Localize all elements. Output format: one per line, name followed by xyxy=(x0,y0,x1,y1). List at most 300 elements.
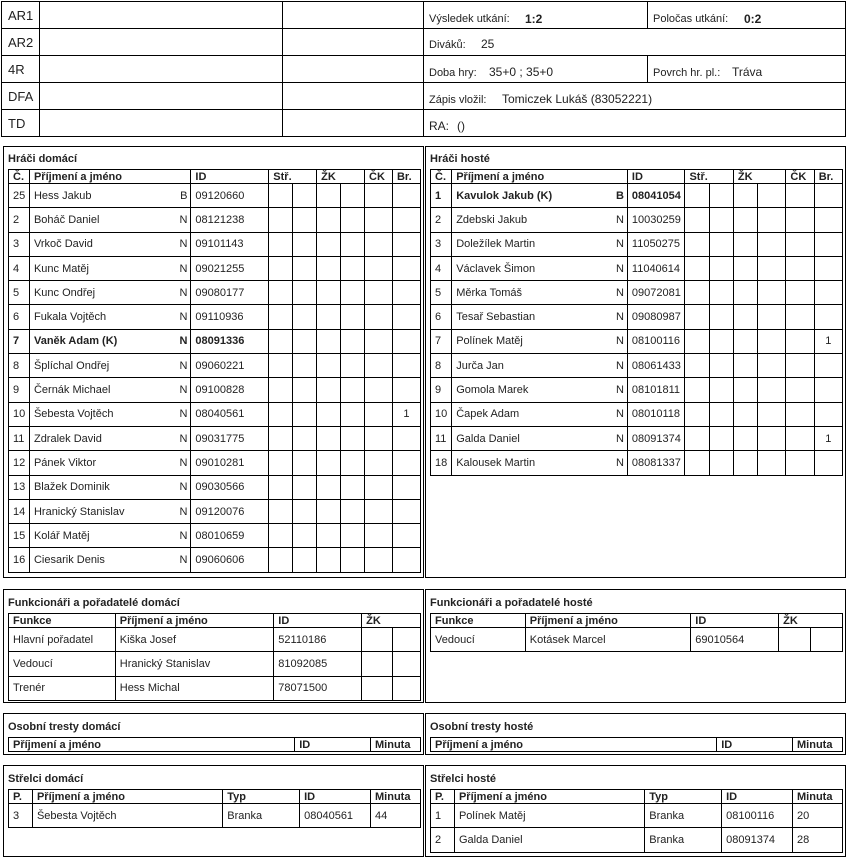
player-stat-cell xyxy=(269,426,293,450)
player-goals: 1 xyxy=(392,402,420,426)
player-position: N xyxy=(615,286,624,299)
home-officials-title: Funkcionáři a pořadatelé domácí xyxy=(8,597,180,609)
player-position: N xyxy=(179,432,188,445)
player-number: 2 xyxy=(431,208,452,232)
home-players-panel xyxy=(3,146,424,578)
result-label: Výsledek utkání: xyxy=(429,13,510,25)
player-stat-cell xyxy=(733,354,757,378)
player-goals xyxy=(392,329,420,353)
player-stat-cell xyxy=(341,548,365,572)
player-stat-cell xyxy=(365,548,393,572)
player-name: Kavulok Jakub (K) xyxy=(456,189,553,202)
scorer-id: 08040561 xyxy=(300,804,371,828)
player-name: Kolář Matěj xyxy=(33,529,90,542)
col-name: Příjmení a jméno xyxy=(452,170,628,184)
col-goals: Br. xyxy=(392,170,420,184)
player-number: 7 xyxy=(9,329,30,353)
player-position: N xyxy=(179,408,188,421)
player-stat-cell xyxy=(786,184,814,208)
home-players-table xyxy=(8,169,421,573)
player-goals xyxy=(814,256,842,280)
home-scorers-panel xyxy=(3,765,424,857)
col-no: Č. xyxy=(9,170,30,184)
player-row xyxy=(9,378,421,402)
away-officials-table xyxy=(430,613,843,652)
ra-value: () xyxy=(457,119,465,133)
player-stat-cell xyxy=(365,354,393,378)
player-number: 16 xyxy=(9,548,30,572)
player-name: Kalousek Martin xyxy=(456,456,536,469)
player-id: 09110936 xyxy=(191,305,269,329)
player-name: Jurča Jan xyxy=(456,359,504,372)
player-stat-cell xyxy=(758,232,786,256)
player-name: Galda Daniel xyxy=(456,432,520,445)
player-position: N xyxy=(615,432,624,445)
player-stat-cell xyxy=(733,256,757,280)
player-number: 5 xyxy=(9,281,30,305)
player-number: 13 xyxy=(9,475,30,499)
player-id: 09100828 xyxy=(191,378,269,402)
player-goals xyxy=(814,184,842,208)
player-name: Šebesta Vojtěch xyxy=(33,408,114,421)
col-shots: Stř. xyxy=(269,170,317,184)
player-name-cell xyxy=(29,426,190,450)
player-name-cell xyxy=(29,354,190,378)
player-row xyxy=(9,281,421,305)
player-number: 3 xyxy=(9,232,30,256)
official-yellow-cell xyxy=(362,652,393,676)
player-stat-cell xyxy=(341,184,365,208)
col-id: ID xyxy=(627,170,685,184)
player-stat-cell xyxy=(269,232,293,256)
player-position: N xyxy=(615,238,624,251)
official-id: 52110186 xyxy=(274,628,362,652)
player-stat-cell xyxy=(733,232,757,256)
official-name: Hess Michal xyxy=(115,676,274,700)
col-role: Funkce xyxy=(431,614,526,628)
player-number: 8 xyxy=(9,354,30,378)
player-stat-cell xyxy=(758,378,786,402)
player-stat-cell xyxy=(365,184,393,208)
player-name: Blažek Dominik xyxy=(33,481,110,494)
player-row xyxy=(431,354,843,378)
player-id: 09060221 xyxy=(191,354,269,378)
scorer-row xyxy=(431,804,843,828)
player-name-cell xyxy=(452,305,628,329)
player-number: 11 xyxy=(9,426,30,450)
ra-label: RA: xyxy=(429,119,450,133)
player-stat-cell xyxy=(758,281,786,305)
player-goals xyxy=(392,475,420,499)
player-number: 6 xyxy=(9,305,30,329)
player-id: 08121238 xyxy=(191,208,269,232)
player-stat-cell xyxy=(685,451,709,475)
player-goals xyxy=(392,281,420,305)
fourth-referee-label: 4R xyxy=(8,62,25,77)
player-goals: 1 xyxy=(814,426,842,450)
player-stat-cell xyxy=(269,208,293,232)
player-stat-cell xyxy=(341,305,365,329)
player-stat-cell xyxy=(269,256,293,280)
official-yellow-cell xyxy=(362,628,393,652)
scorer-type: Branka xyxy=(223,804,300,828)
player-stat-cell xyxy=(317,354,341,378)
player-stat-cell xyxy=(293,426,317,450)
home-scorers-title: Střelci domácí xyxy=(8,773,84,785)
player-row xyxy=(9,402,421,426)
col-minute: Minuta xyxy=(793,738,843,752)
official-yellow-cell xyxy=(811,628,843,652)
player-row xyxy=(9,184,421,208)
col-goals: Br. xyxy=(814,170,842,184)
player-stat-cell xyxy=(365,451,393,475)
player-stat-cell xyxy=(365,475,393,499)
player-number: 2 xyxy=(9,208,30,232)
col-order: P. xyxy=(9,790,33,804)
surface-label: Povrch hr. pl.: xyxy=(653,67,721,79)
player-stat-cell xyxy=(685,256,709,280)
col-red: ČK xyxy=(786,170,814,184)
player-name-cell xyxy=(29,378,190,402)
player-id: 09030566 xyxy=(191,475,269,499)
col-id: ID xyxy=(274,614,362,628)
player-id: 09031775 xyxy=(191,426,269,450)
player-name: Zdralek David xyxy=(33,432,102,445)
home-penalties-title: Osobní tresty domácí xyxy=(8,721,121,733)
away-scorers-panel xyxy=(425,765,846,857)
player-stat-cell xyxy=(317,378,341,402)
player-goals xyxy=(392,451,420,475)
col-minute: Minuta xyxy=(793,790,843,804)
player-stat-cell xyxy=(685,232,709,256)
player-stat-cell xyxy=(293,281,317,305)
player-stat-cell xyxy=(293,402,317,426)
player-stat-cell xyxy=(685,329,709,353)
player-row xyxy=(9,475,421,499)
player-stat-cell xyxy=(709,451,733,475)
scorer-name: Šebesta Vojtěch xyxy=(32,804,222,828)
col-type: Typ xyxy=(645,790,722,804)
dfa-label: DFA xyxy=(8,89,34,104)
scorer-minute: 28 xyxy=(793,828,843,852)
player-position: N xyxy=(615,359,624,372)
col-type: Typ xyxy=(223,790,300,804)
player-id: 08040561 xyxy=(191,402,269,426)
player-stat-cell xyxy=(293,548,317,572)
player-position: N xyxy=(615,335,624,348)
player-name-cell xyxy=(29,524,190,548)
official-name: Kiška Josef xyxy=(115,628,274,652)
player-stat-cell xyxy=(786,329,814,353)
player-stat-cell xyxy=(269,451,293,475)
player-id: 09080177 xyxy=(191,281,269,305)
match-info-panel xyxy=(1,1,846,137)
col-role: Funkce xyxy=(9,614,116,628)
player-id: 09120660 xyxy=(191,184,269,208)
player-name-cell xyxy=(29,232,190,256)
home-penalties-panel xyxy=(3,713,424,755)
official-row xyxy=(9,676,421,700)
player-stat-cell xyxy=(341,208,365,232)
player-stat-cell xyxy=(365,208,393,232)
player-stat-cell xyxy=(269,354,293,378)
player-id: 08091336 xyxy=(191,329,269,353)
player-stat-cell xyxy=(709,378,733,402)
player-goals xyxy=(392,426,420,450)
player-stat-cell xyxy=(733,305,757,329)
player-position: N xyxy=(179,335,188,348)
player-number: 10 xyxy=(9,402,30,426)
player-stat-cell xyxy=(786,256,814,280)
player-name-cell xyxy=(29,256,190,280)
player-stat-cell xyxy=(786,281,814,305)
player-stat-cell xyxy=(317,499,341,523)
player-stat-cell xyxy=(293,451,317,475)
player-stat-cell xyxy=(341,281,365,305)
player-name: Fukala Vojtěch xyxy=(33,311,107,324)
away-players-table xyxy=(430,169,843,476)
player-number: 5 xyxy=(431,281,452,305)
scorer-order: 3 xyxy=(9,804,33,828)
player-row xyxy=(9,354,421,378)
player-row xyxy=(9,305,421,329)
player-stat-cell xyxy=(317,451,341,475)
player-position: N xyxy=(179,262,188,275)
player-stat-cell xyxy=(733,281,757,305)
player-stat-cell xyxy=(733,426,757,450)
player-stat-cell xyxy=(365,499,393,523)
player-position: N xyxy=(179,286,188,299)
player-stat-cell xyxy=(269,184,293,208)
player-goals xyxy=(392,256,420,280)
player-row xyxy=(431,208,843,232)
player-row xyxy=(9,426,421,450)
player-stat-cell xyxy=(365,329,393,353)
player-stat-cell xyxy=(293,256,317,280)
player-position: B xyxy=(180,189,188,202)
player-name: Čapek Adam xyxy=(456,408,520,421)
player-row xyxy=(9,524,421,548)
player-name-cell xyxy=(452,184,628,208)
player-stat-cell xyxy=(293,232,317,256)
scorer-id: 08091374 xyxy=(722,828,793,852)
player-position: B xyxy=(615,189,624,202)
scorer-minute: 20 xyxy=(793,804,843,828)
home-officials-table xyxy=(8,613,421,701)
official-row xyxy=(9,628,421,652)
player-position: N xyxy=(615,456,624,469)
home-penalties-table xyxy=(8,737,421,752)
player-goals xyxy=(392,232,420,256)
player-id: 08010659 xyxy=(191,524,269,548)
player-row xyxy=(9,232,421,256)
player-row xyxy=(431,256,843,280)
player-stat-cell xyxy=(317,208,341,232)
player-stat-cell xyxy=(685,184,709,208)
player-name-cell xyxy=(29,184,190,208)
player-position: N xyxy=(179,529,188,542)
player-row xyxy=(431,329,843,353)
player-goals xyxy=(814,402,842,426)
player-name-cell xyxy=(452,329,628,353)
player-stat-cell xyxy=(786,232,814,256)
player-stat-cell xyxy=(758,329,786,353)
player-number: 25 xyxy=(9,184,30,208)
player-name-cell xyxy=(29,402,190,426)
player-position: N xyxy=(179,384,188,397)
player-stat-cell xyxy=(269,378,293,402)
official-row xyxy=(9,652,421,676)
player-stat-cell xyxy=(365,305,393,329)
player-stat-cell xyxy=(317,426,341,450)
player-stat-cell xyxy=(786,305,814,329)
player-row xyxy=(9,548,421,572)
col-id: ID xyxy=(300,790,371,804)
player-number: 1 xyxy=(431,184,452,208)
player-number: 9 xyxy=(431,378,452,402)
player-stat-cell xyxy=(758,208,786,232)
player-name: Kunc Matěj xyxy=(33,262,89,275)
player-goals xyxy=(814,208,842,232)
player-id: 11050275 xyxy=(627,232,685,256)
player-name-cell xyxy=(29,329,190,353)
player-id: 09080987 xyxy=(627,305,685,329)
player-stat-cell xyxy=(341,378,365,402)
official-id: 69010564 xyxy=(691,628,779,652)
player-name-cell xyxy=(452,208,628,232)
col-name: Příjmení a jméno xyxy=(32,790,222,804)
player-stat-cell xyxy=(293,184,317,208)
player-stat-cell xyxy=(293,475,317,499)
player-goals xyxy=(392,499,420,523)
player-position: N xyxy=(179,311,188,324)
player-row xyxy=(431,305,843,329)
player-row xyxy=(9,499,421,523)
ar1-label: AR1 xyxy=(8,8,34,23)
official-yellow-cell xyxy=(393,676,421,700)
player-stat-cell xyxy=(269,499,293,523)
player-stat-cell xyxy=(293,329,317,353)
player-number: 12 xyxy=(9,451,30,475)
player-goals xyxy=(392,548,420,572)
entered-by-label: Zápis vložil: xyxy=(429,94,487,106)
official-role: Vedoucí xyxy=(431,628,526,652)
player-id: 08101811 xyxy=(627,378,685,402)
player-id: 09120076 xyxy=(191,499,269,523)
player-position: N xyxy=(179,554,188,567)
away-officials-panel xyxy=(425,589,846,703)
col-minute: Minuta xyxy=(371,790,421,804)
entered-by-value: Tomiczek Lukáš (83052221) xyxy=(502,92,653,106)
player-position: N xyxy=(179,456,188,469)
player-stat-cell xyxy=(317,524,341,548)
player-stat-cell xyxy=(733,184,757,208)
player-stat-cell xyxy=(758,184,786,208)
player-row xyxy=(9,208,421,232)
official-yellow-cell xyxy=(393,652,421,676)
official-row xyxy=(431,628,843,652)
player-name: Kunc Ondřej xyxy=(33,286,96,299)
player-row xyxy=(431,402,843,426)
player-name-cell xyxy=(452,378,628,402)
player-position: N xyxy=(615,262,624,275)
player-stat-cell xyxy=(269,281,293,305)
col-yellow: ŽK xyxy=(733,170,786,184)
player-position: N xyxy=(179,481,188,494)
player-stat-cell xyxy=(685,378,709,402)
scorer-id: 08100116 xyxy=(722,804,793,828)
col-yellow: ŽK xyxy=(779,614,843,628)
player-id: 08041054 xyxy=(627,184,685,208)
player-name: Ciesarik Denis xyxy=(33,554,105,567)
player-stat-cell xyxy=(733,208,757,232)
away-officials-title: Funkcionáři a pořadatelé hosté xyxy=(430,597,593,609)
player-number: 4 xyxy=(9,256,30,280)
player-stat-cell xyxy=(317,329,341,353)
player-stat-cell xyxy=(293,499,317,523)
player-id: 09072081 xyxy=(627,281,685,305)
player-name: Polínek Matěj xyxy=(456,335,523,348)
player-name: Hranický Stanislav xyxy=(33,505,125,518)
player-stat-cell xyxy=(709,281,733,305)
player-position: N xyxy=(615,408,624,421)
player-number: 7 xyxy=(431,329,452,353)
official-role: Vedoucí xyxy=(9,652,116,676)
home-scorers-table xyxy=(8,789,421,828)
player-goals xyxy=(392,354,420,378)
player-row xyxy=(431,451,843,475)
player-stat-cell xyxy=(758,256,786,280)
player-stat-cell xyxy=(341,524,365,548)
scorer-order: 1 xyxy=(431,804,455,828)
player-name-cell xyxy=(29,548,190,572)
player-position: N xyxy=(615,384,624,397)
player-goals xyxy=(814,378,842,402)
player-name-cell xyxy=(29,305,190,329)
player-name-cell xyxy=(452,402,628,426)
player-name: Černák Michael xyxy=(33,384,111,397)
away-penalties-title: Osobní tresty hosté xyxy=(430,721,534,733)
player-stat-cell xyxy=(365,524,393,548)
home-officials-panel xyxy=(3,589,424,703)
player-stat-cell xyxy=(709,354,733,378)
player-name: Hess Jakub xyxy=(33,189,92,202)
col-name: Příjmení a jméno xyxy=(525,614,691,628)
player-stat-cell xyxy=(341,475,365,499)
col-shots: Stř. xyxy=(685,170,733,184)
player-stat-cell xyxy=(365,378,393,402)
scorer-type: Branka xyxy=(645,804,722,828)
col-minute: Minuta xyxy=(371,738,421,752)
player-row xyxy=(431,378,843,402)
player-stat-cell xyxy=(269,305,293,329)
player-stat-cell xyxy=(709,184,733,208)
player-stat-cell xyxy=(293,208,317,232)
player-number: 11 xyxy=(431,426,452,450)
player-stat-cell xyxy=(317,548,341,572)
player-number: 3 xyxy=(431,232,452,256)
player-id: 09010281 xyxy=(191,451,269,475)
player-stat-cell xyxy=(685,208,709,232)
player-goals xyxy=(392,208,420,232)
player-goals xyxy=(814,354,842,378)
player-stat-cell xyxy=(709,232,733,256)
player-name-cell xyxy=(452,232,628,256)
player-stat-cell xyxy=(293,354,317,378)
player-id: 09060606 xyxy=(191,548,269,572)
halftime-label: Poločas utkání: xyxy=(653,13,729,25)
player-row xyxy=(431,426,843,450)
